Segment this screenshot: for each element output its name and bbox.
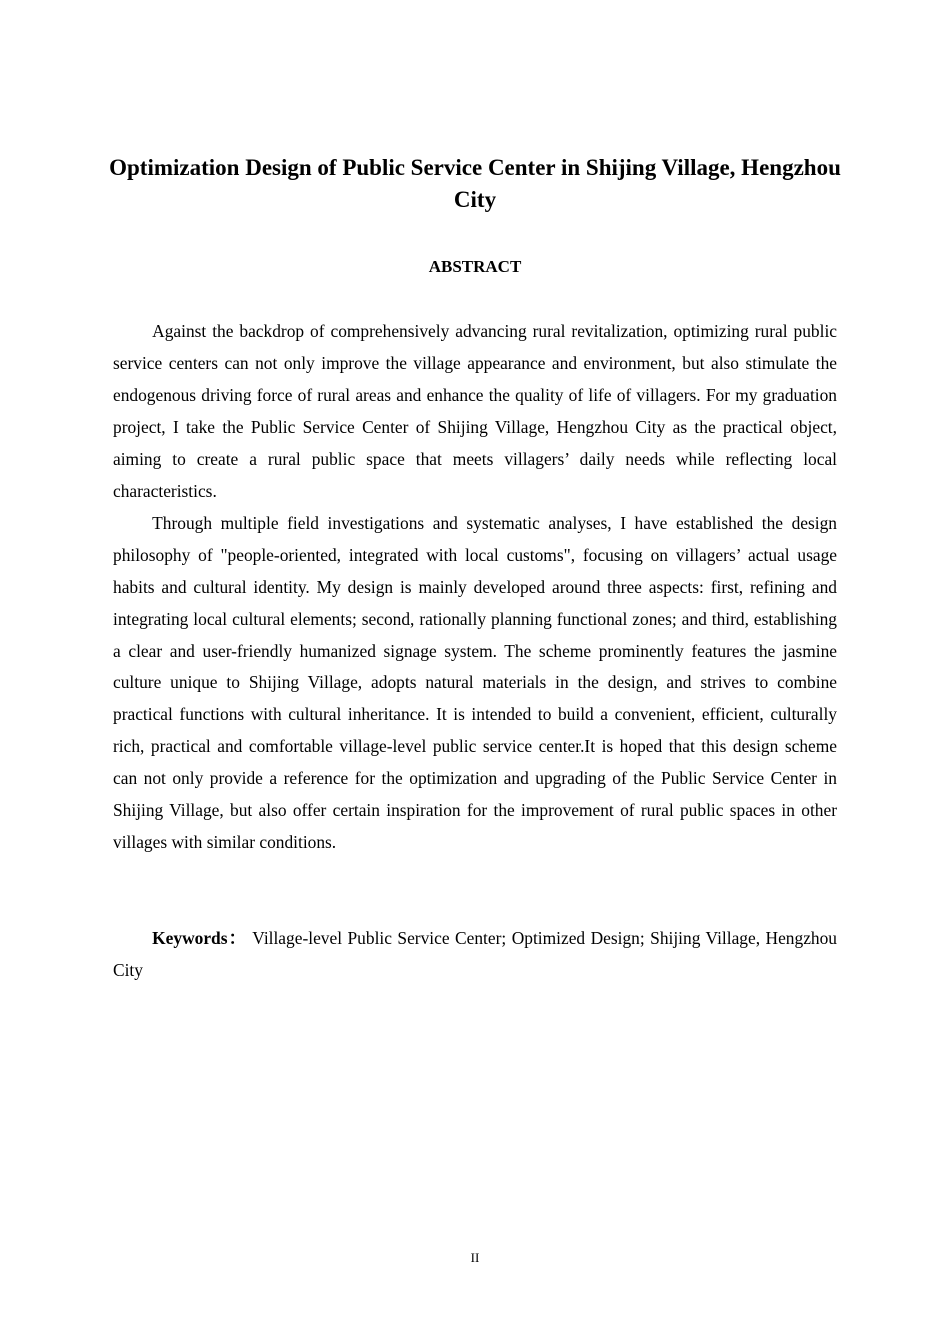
document-title: Optimization Design of Public Service Center in Shijing Village, Hengzhou City — [109, 155, 841, 212]
abstract-heading: ABSTRACT — [428, 257, 522, 276]
keywords-line — [113, 922, 837, 986]
page-number: II — [470, 1250, 480, 1265]
abstract-body — [113, 316, 837, 859]
abstract-paragraph-2: Through multiple field investigations and systematic analyses, I have established the design philosophy of "people-oriented, integrated with local customs", focusing on villagers’ actual usage habits and cultural identity. My design is mainly developed around three aspects: first, refining and integrating local cultural elements; second, rationally planning functional zones; and third, establishing a clear and user-friendly humanized signage system. The scheme prominently features the jasmine culture unique to Shijing Village, adopts natural materials in the design, and strives to combine practical functions with cultural inheritance. It is intended to build a convenient, efficient, culturally rich, practical and comfortable village-level public service center.It is hoped that this design scheme can not only provide a reference for the optimization and upgrading of the Public Service Center in Shijing Village, but also offer certain inspiration for the improvement of rural public spaces in other villages with similar conditions. — [113, 512, 837, 853]
abstract-paragraph-1: Against the backdrop of comprehensively advancing rural revitalization, optimizing rural public service centers can not only improve the village appearance and environment, but also stimulate the endogenous driving force of rural areas and enhance the quality of life of villagers. For my graduation project, I take the Public Service Center of Shijing Village, Hengzhou City as the practical object, aiming to create a rural public space that meets villagers’ daily needs while reflecting local characteristics. — [113, 321, 837, 501]
keywords-text: Village-level Public Service Center; Optimized Design; Shijing Village, Hengzhou City — [113, 928, 837, 980]
keywords-label: Keywords： — [152, 928, 248, 948]
